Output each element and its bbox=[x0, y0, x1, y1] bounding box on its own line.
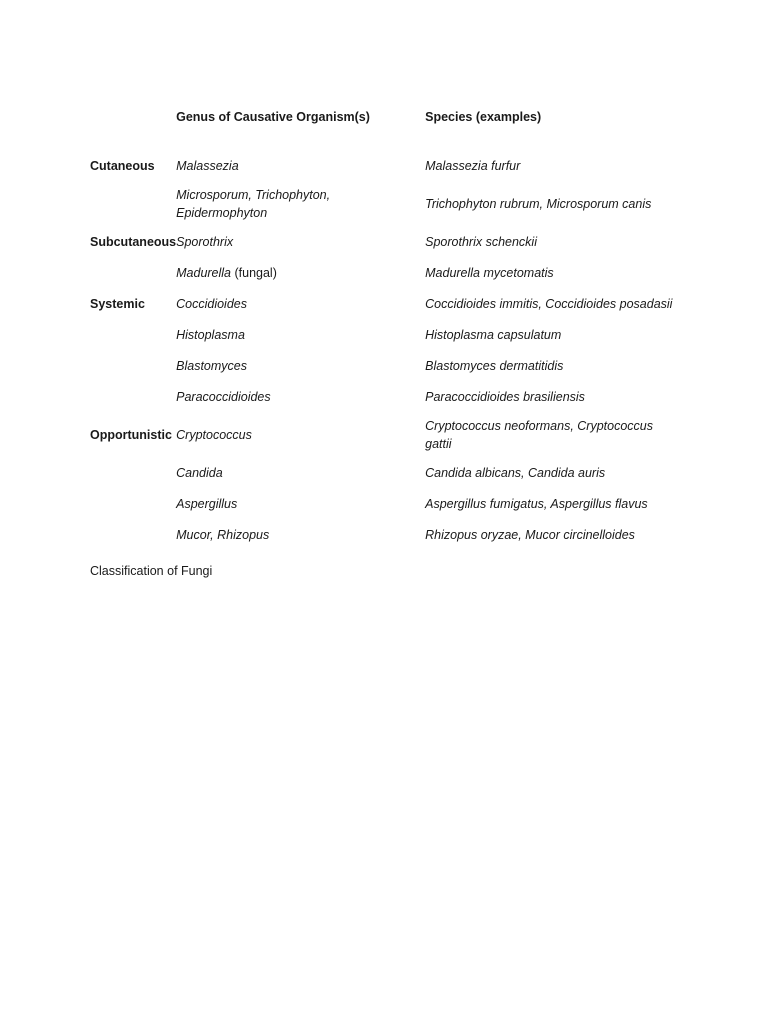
table-header-row bbox=[87, 104, 685, 130]
cell-species: Cryptococcus neoformans, Cryptococcus gattii bbox=[425, 418, 653, 451]
cell-genus bbox=[176, 319, 425, 350]
genus-note: (fungal) bbox=[231, 265, 277, 280]
genus-name: Blastomyces bbox=[176, 358, 247, 373]
cell-genus bbox=[176, 150, 425, 181]
genus-name: Cryptococcus bbox=[176, 427, 252, 442]
cell-genus bbox=[176, 412, 425, 457]
table-row bbox=[87, 381, 685, 412]
cell-species: Paracoccidioides brasiliensis bbox=[425, 389, 585, 404]
cell-genus bbox=[176, 457, 425, 488]
cell-category bbox=[87, 488, 176, 519]
table-row bbox=[87, 257, 685, 288]
fungi-classification-table bbox=[87, 104, 685, 550]
cell-genus bbox=[176, 381, 425, 412]
table-row bbox=[87, 412, 685, 457]
cell-genus bbox=[176, 488, 425, 519]
cell-category bbox=[87, 381, 176, 412]
cell-category: Systemic bbox=[90, 296, 145, 311]
cell-species: Candida albicans, Candida auris bbox=[425, 465, 606, 480]
cell-species: Coccidioides immitis, Coccidioides posadasii bbox=[425, 296, 673, 311]
cell-category bbox=[87, 319, 176, 350]
table-row bbox=[87, 350, 685, 381]
cell-species: Histoplasma capsulatum bbox=[425, 327, 562, 342]
genus-name: Paracoccidioides bbox=[176, 389, 271, 404]
table-row bbox=[87, 288, 685, 319]
cell-species: Madurella mycetomatis bbox=[425, 265, 554, 280]
cell-species: Aspergillus fumigatus, Aspergillus flavus bbox=[425, 496, 648, 511]
genus-name: Madurella bbox=[176, 265, 232, 280]
table-spacer-row bbox=[87, 130, 685, 150]
cell-category: Cutaneous bbox=[90, 158, 155, 173]
cell-category: Subcutaneous bbox=[90, 234, 177, 249]
genus-name: Malassezia bbox=[176, 158, 239, 173]
cell-species: Rhizopus oryzae, Mucor circinelloides bbox=[425, 527, 635, 542]
cell-category bbox=[87, 457, 176, 488]
table-caption: Classification of Fungi bbox=[90, 564, 213, 578]
cell-category bbox=[87, 257, 176, 288]
table-row bbox=[87, 319, 685, 350]
cell-species: Trichophyton rubrum, Microsporum canis bbox=[425, 196, 652, 211]
genus-name: Mucor, Rhizopus bbox=[176, 527, 270, 542]
cell-category bbox=[87, 181, 176, 226]
genus-name: Histoplasma bbox=[176, 327, 245, 342]
header-species: Species (examples) bbox=[425, 110, 542, 124]
cell-category: Opportunistic bbox=[90, 427, 172, 442]
table-row bbox=[87, 457, 685, 488]
table-row bbox=[87, 488, 685, 519]
genus-name: Coccidioides bbox=[176, 296, 247, 311]
cell-genus bbox=[176, 288, 425, 319]
genus-name: Aspergillus bbox=[176, 496, 238, 511]
cell-genus bbox=[176, 257, 425, 288]
genus-name: Microsporum, Trichophyton, Epidermophyton bbox=[176, 187, 331, 220]
cell-genus bbox=[176, 181, 425, 226]
header-genus: Genus of Causative Organism(s) bbox=[176, 110, 370, 124]
cell-genus bbox=[176, 519, 425, 550]
cell-genus bbox=[176, 226, 425, 257]
cell-species: Blastomyces dermatitidis bbox=[425, 358, 564, 373]
cell-genus bbox=[176, 350, 425, 381]
table-body bbox=[87, 130, 685, 550]
fungi-table-container bbox=[87, 104, 687, 550]
table-row bbox=[87, 226, 685, 257]
cell-category bbox=[87, 350, 176, 381]
table-row bbox=[87, 181, 685, 226]
table-row bbox=[87, 150, 685, 181]
cell-category bbox=[87, 519, 176, 550]
cell-species: Malassezia furfur bbox=[425, 158, 521, 173]
header-category bbox=[87, 104, 176, 130]
cell-species: Sporothrix schenckii bbox=[425, 234, 537, 249]
genus-name: Sporothrix bbox=[176, 234, 234, 249]
table-row bbox=[87, 519, 685, 550]
genus-name: Candida bbox=[176, 465, 223, 480]
